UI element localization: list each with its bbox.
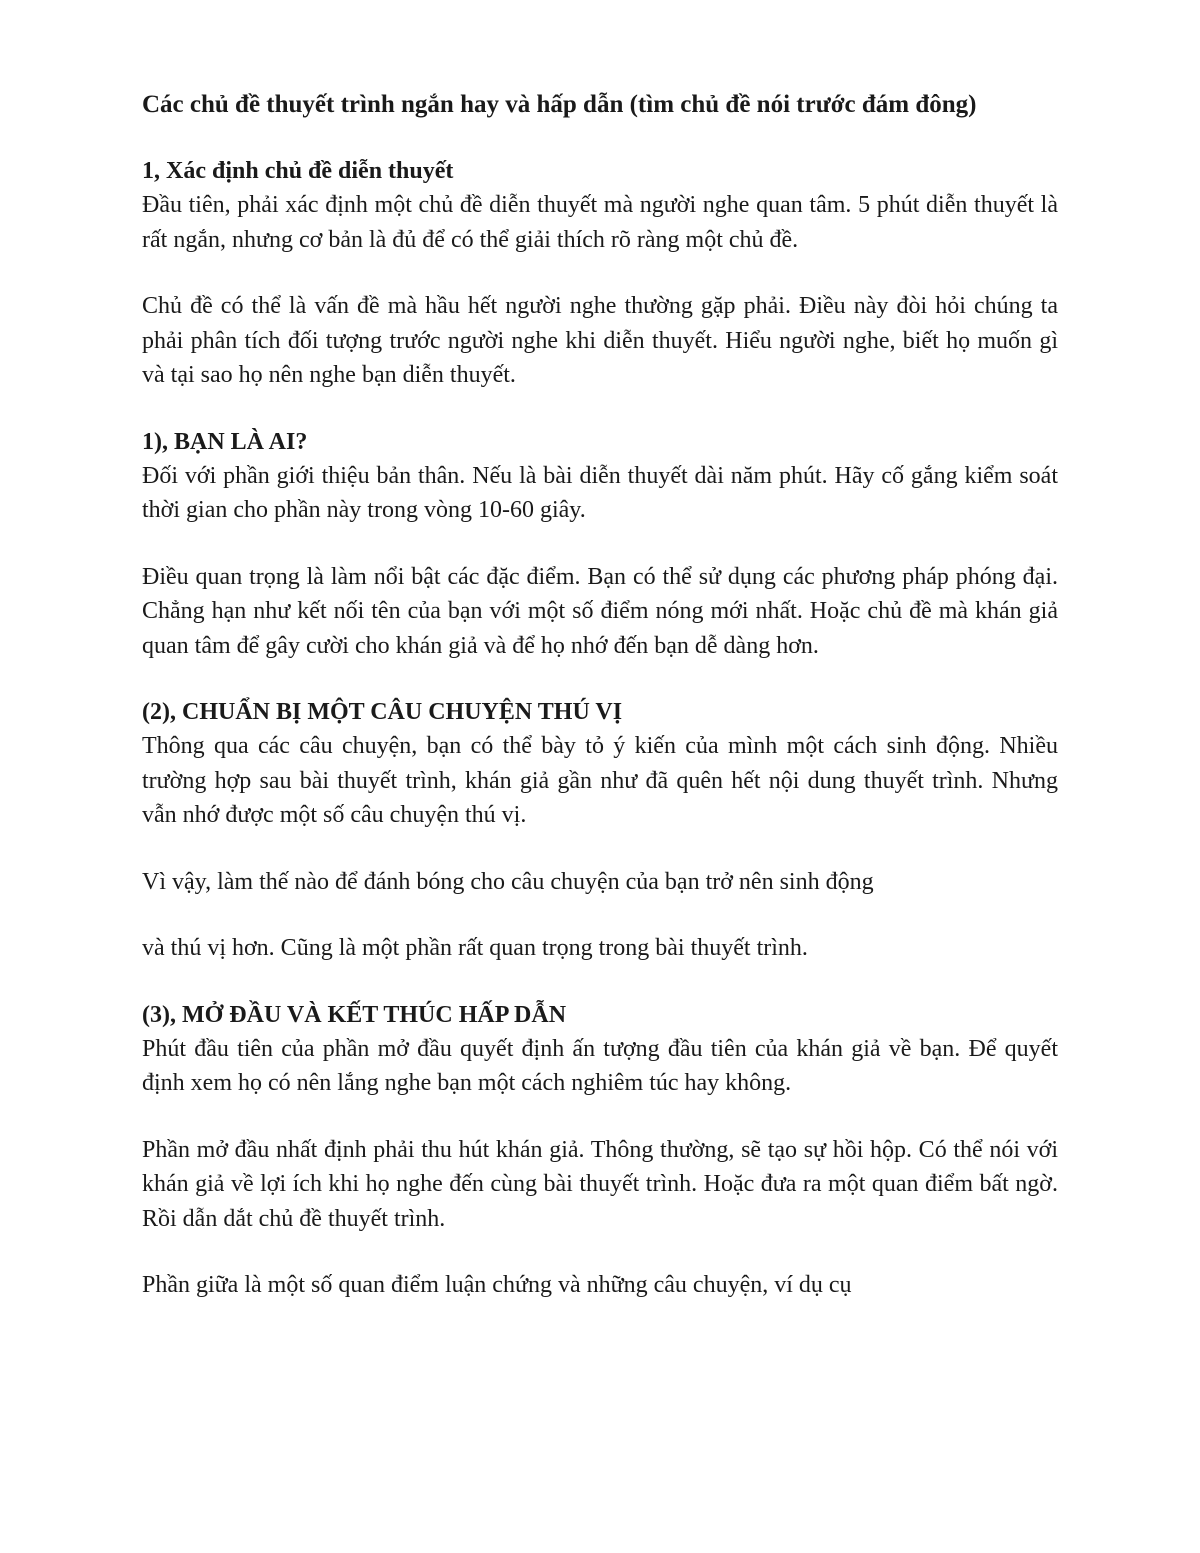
paragraph: Phút đầu tiên của phần mở đầu quyết định ấn tượng đầu tiên của khán giả về bạn. Để quyết định xem họ có nên lắng nghe bạn một cách nghiêm túc hay không. bbox=[142, 1035, 1058, 1096]
paragraph: Phần giữa là một số quan điểm luận chứng và những câu chuyện, ví dụ cụ bbox=[142, 1272, 852, 1298]
paragraph: Thông qua các câu chuyện, bạn có thể bày tỏ ý kiến của mình một cách sinh động. Nhiều trường hợp sau bài thuyết trình, khán giả gần như đã quên hết nội dung thuyết trình. Nhưng vẫn nhớ được một số câu chuyện thú vị. bbox=[142, 733, 1058, 828]
paragraph: Phần mở đầu nhất định phải thu hút khán giả. Thông thường, sẽ tạo sự hồi hộp. Có thể nói với khán giả về lợi ích khi họ nghe đến cùng bài thuyết trình. Hoặc đưa ra một quan điểm bất ngờ. Rồi dẫn dắt chủ đề thuyết trình. bbox=[142, 1136, 1058, 1232]
paragraph: Đối với phần giới thiệu bản thân. Nếu là bài diễn thuyết dài năm phút. Hãy cố gắng kiểm soát thời gian cho phần này trong vòng 10-60 giây. bbox=[142, 462, 1058, 523]
section-cau-chuyen-thu-vi bbox=[142, 695, 1058, 966]
section-xac-dinh-chu-de bbox=[142, 154, 1058, 393]
document-page bbox=[142, 88, 1058, 1335]
paragraph: Đầu tiên, phải xác định một chủ đề diễn thuyết mà người nghe quan tâm. 5 phút diễn thuyết là rất ngắn, nhưng cơ bản là đủ để có thể giải thích rõ ràng một chủ đề. bbox=[142, 192, 1058, 253]
section-mo-dau-ket-thuc bbox=[142, 998, 1058, 1303]
section-ban-la-ai bbox=[142, 425, 1058, 664]
paragraph: Chủ đề có thể là vấn đề mà hầu hết người nghe thường gặp phải. Điều này đòi hỏi chúng ta phải phân tích đối tượng trước người nghe khi diễn thuyết. Hiểu người nghe, biết họ muốn gì và tại sao họ nên nghe bạn diễn thuyết. bbox=[142, 293, 1058, 388]
section-heading: (2), CHUẨN BỊ MỘT CÂU CHUYỆN THÚ VỊ bbox=[142, 699, 623, 725]
section-heading: 1), BẠN LÀ AI? bbox=[142, 428, 308, 455]
paragraph: Vì vậy, làm thế nào để đánh bóng cho câu chuyện của bạn trở nên sinh động bbox=[142, 868, 874, 895]
document-title: Các chủ đề thuyết trình ngắn hay và hấp dẫn (tìm chủ đề nói trước đám đông) bbox=[142, 91, 977, 118]
section-heading: 1, Xác định chủ đề diễn thuyết bbox=[142, 158, 454, 184]
paragraph: và thú vị hơn. Cũng là một phần rất quan trọng trong bài thuyết trình. bbox=[142, 935, 808, 961]
paragraph: Điều quan trọng là làm nổi bật các đặc điểm. Bạn có thể sử dụng các phương pháp phóng đại. Chẳng hạn như kết nối tên của bạn với một số điểm nóng mới nhất. Hoặc chủ đề mà khán giả quan tâm để gây cười cho khán giả và để họ nhớ đến bạn dễ dàng hơn. bbox=[142, 563, 1058, 659]
section-heading: (3), MỞ ĐẦU VÀ KẾT THÚC HẤP DẪN bbox=[142, 1001, 567, 1028]
